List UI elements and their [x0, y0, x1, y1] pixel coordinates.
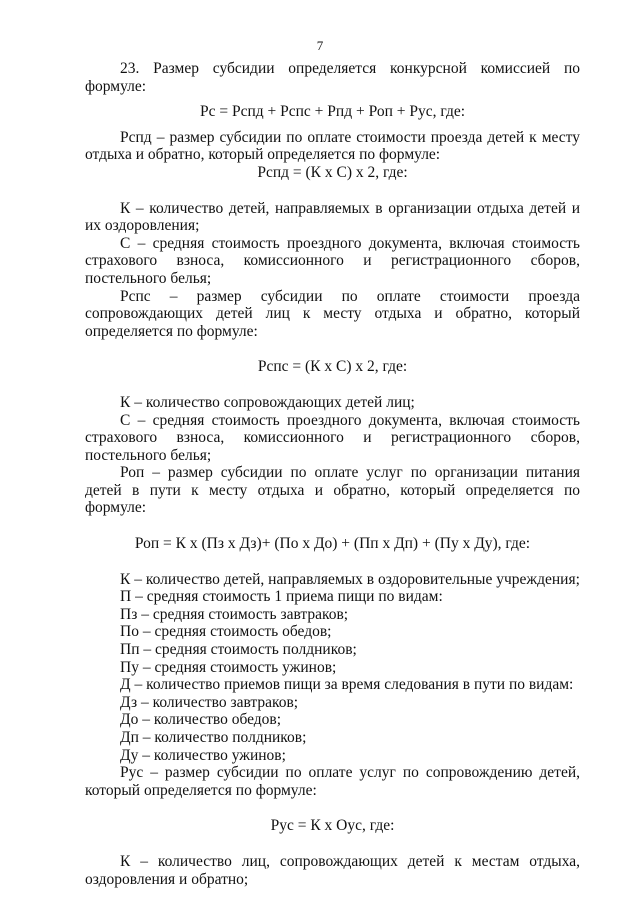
- definition-pp: Пп – средняя стоимость полдников;: [120, 641, 357, 659]
- formula-rspd: Рспд = (К х С) х 2, где:: [257, 163, 408, 181]
- definition-du: Ду – количество ужинов;: [120, 746, 286, 764]
- definition-dp: Дп – количество полдников;: [120, 729, 307, 746]
- page-number: 7: [316, 38, 324, 53]
- formula-rs: Рс = Рспд + Рспс + Рпд + Роп + Рус, где:: [199, 103, 466, 121]
- definition-pz: Пз – средняя стоимость завтраков;: [120, 605, 349, 623]
- paragraph-23-intro: 23. Размер субсидии определяется конкурсной комиссией по формуле:: [85, 60, 580, 95]
- definition-c-ticket-escorts: С – средняя стоимость проездного документа, включая стоимость страхового взноса, комиссионного и регистрационного сборов, постельного белья;: [85, 411, 580, 464]
- paragraph-rspd: Рспд – размер субсидии по оплате стоимости проезда детей к месту отдыха и обратно, который определяется по формуле:: [85, 128, 580, 164]
- definition-dz: Дз – количество завтраков;: [120, 693, 299, 711]
- formula-rop: Роп = К х (Пз х Дз)+ (По х До) + (Пп х Дп) + (Пу х Ду), где:: [134, 535, 531, 553]
- document-body: [85, 60, 580, 888]
- definition-c-ticket: С – средняя стоимость проездного документа, включая стоимость страхового взноса, комиссионного и регистрационного сборов, постельного белья;: [85, 234, 580, 287]
- definition-k-escorts: К – количество сопровождающих детей лиц;: [120, 393, 415, 411]
- definition-k-children: К – количество детей, направляемых в организации отдыха детей и их оздоровления;: [85, 199, 580, 235]
- definition-po: По – средняя стоимость обедов;: [120, 623, 332, 641]
- definition-do: До – количество обедов;: [120, 711, 282, 729]
- definition-k-children-health: К – количество детей, направляемых в оздоровительные учреждения;: [120, 570, 580, 588]
- definition-k-escort-persons: К – количество лиц, сопровождающих детей к местам отдыха, оздоровления и обратно;: [85, 852, 580, 888]
- formula-rus: Рус = К х Оус, где:: [270, 817, 395, 835]
- paragraph-rsps: Рспс – размер субсидии по оплате стоимости проезда сопровождающих детей лиц к месту отдыха и обратно, который определяется по формуле:: [85, 287, 580, 340]
- definition-p-meal-cost: П – средняя стоимость 1 приема пищи по видам:: [120, 588, 443, 606]
- definition-d-meal-count: Д – количество приемов пищи за время следования в пути по видам:: [120, 676, 574, 694]
- paragraph-rop: Роп – размер субсидии по оплате услуг по организации питания детей в пути к месту отдыха и обратно, который определяется по формуле:: [85, 464, 580, 517]
- formula-rsps: Рспс = (К х С) х 2, где:: [257, 358, 408, 376]
- definition-pu: Пу – средняя стоимость ужинов;: [120, 658, 337, 676]
- paragraph-rus: Рус – размер субсидии по оплате услуг по сопровождению детей, который определяется по формуле:: [85, 764, 580, 799]
